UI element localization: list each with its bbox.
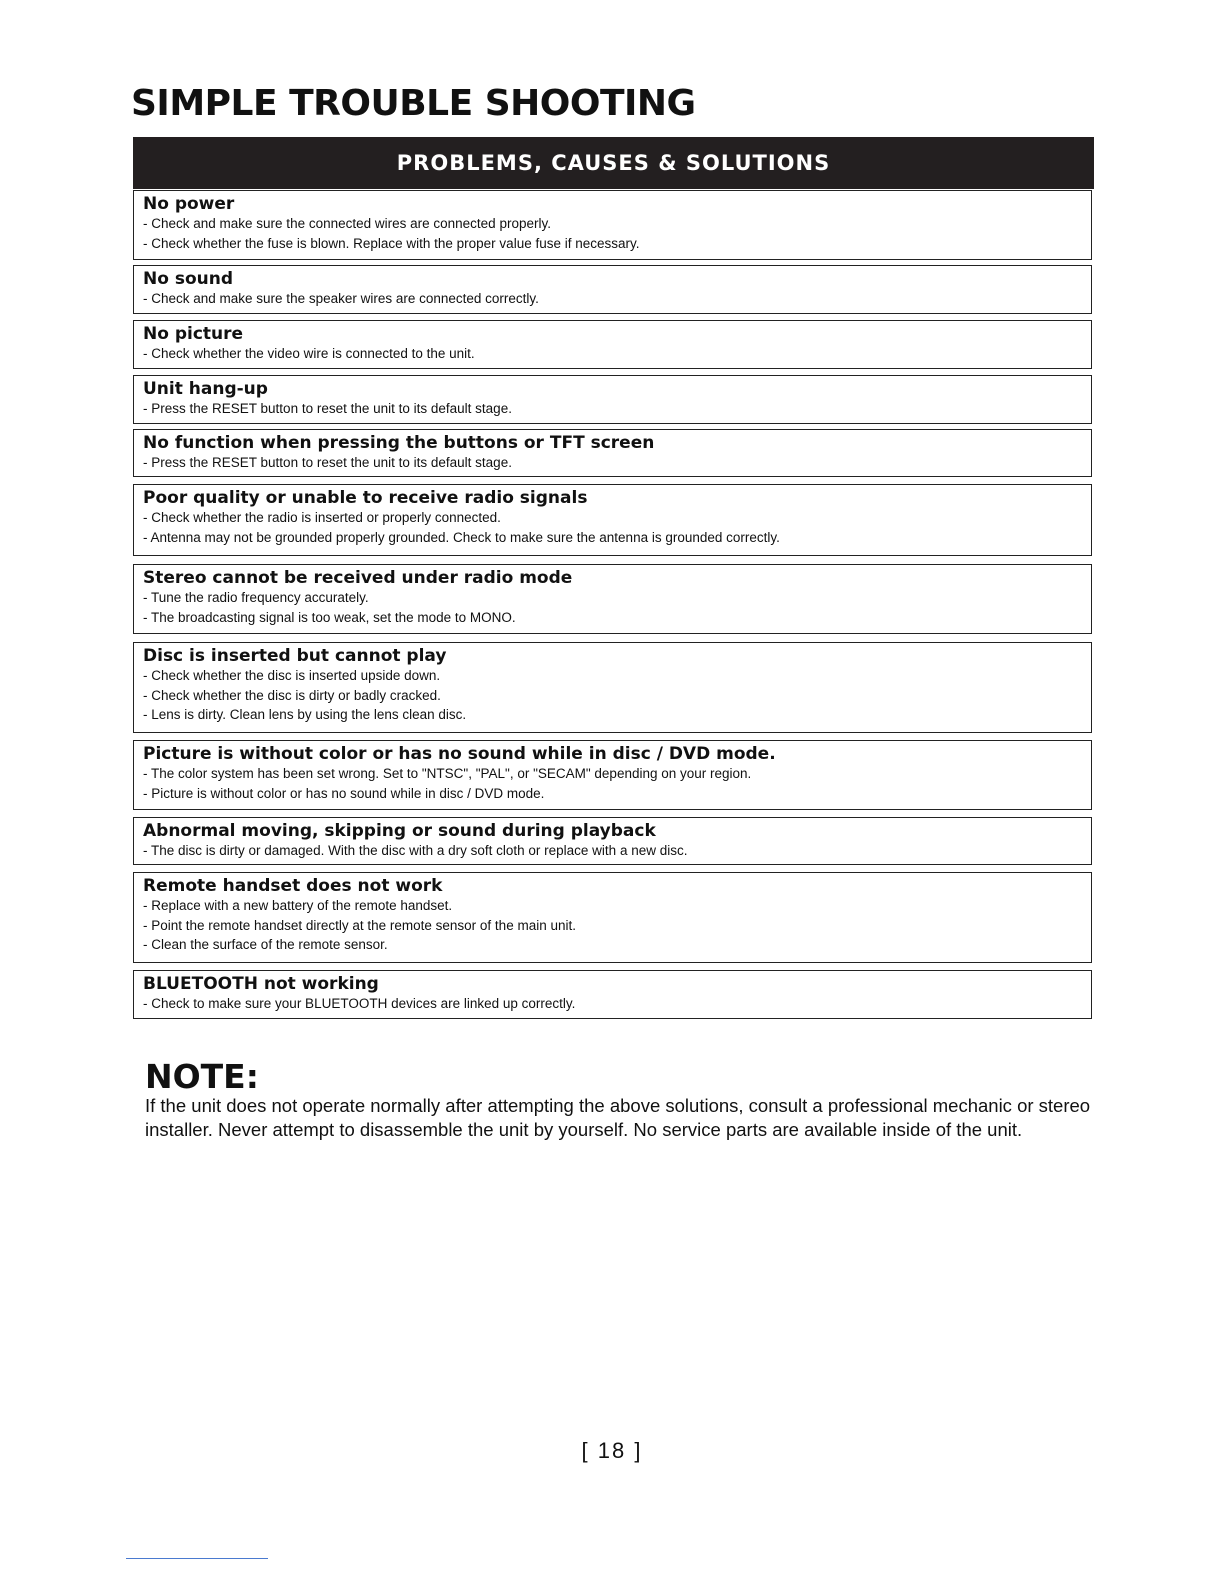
problem-title: Poor quality or unable to receive radio signals <box>143 488 588 508</box>
solution-line: - The color system has been set wrong. Set to "NTSC", "PAL", or "SECAM" depending on your region. <box>143 766 752 781</box>
solution-line: - The disc is dirty or damaged. With the disc with a dry soft cloth or replace with a new disc. <box>143 843 688 858</box>
problem-title: Disc is inserted but cannot play <box>143 646 447 666</box>
solution-line: - Press the RESET button to reset the unit to its default stage. <box>143 455 512 470</box>
solution-line: - The broadcasting signal is too weak, set the mode to MONO. <box>143 609 516 625</box>
solution-line: - Tune the radio frequency accurately. <box>143 590 369 605</box>
solution-line: - Check and make sure the connected wires are connected properly. <box>143 216 551 231</box>
solution-line: - Replace with a new battery of the remote handset. <box>143 898 453 913</box>
solution-line: - Check whether the fuse is blown. Replace with the proper value fuse if necessary. <box>143 235 640 251</box>
page-title: SIMPLE TROUBLE SHOOTING <box>131 83 696 124</box>
solution-line: - Check to make sure your BLUETOOTH devices are linked up correctly. <box>143 996 576 1011</box>
problem-title: No picture <box>143 324 244 344</box>
problem-title: No power <box>143 194 235 214</box>
problem-block-no-sound <box>133 265 1092 314</box>
solution-line: - Antenna may not be grounded properly grounded. Check to make sure the antenna is grounded correctly. <box>143 529 780 545</box>
problem-title: BLUETOOTH not working <box>143 974 379 994</box>
solution-line: - Check whether the video wire is connected to the unit. <box>143 346 475 361</box>
solution-line: - Clean the surface of the remote sensor. <box>143 937 388 953</box>
problem-block-stereo-radio <box>133 564 1092 634</box>
table-header: PROBLEMS, CAUSES & SOLUTIONS <box>133 137 1094 189</box>
solution-line: - Picture is without color or has no sound while in disc / DVD mode. <box>143 785 545 801</box>
solution-line: - Check whether the radio is inserted or properly connected. <box>143 510 501 525</box>
problem-block-no-power <box>133 190 1092 260</box>
solution-line: - Point the remote handset directly at the remote sensor of the main unit. <box>143 917 576 933</box>
problem-block-no-picture <box>133 320 1092 369</box>
problem-title: Picture is without color or has no sound while in disc / DVD mode. <box>143 744 776 764</box>
problem-block-no-function <box>133 429 1092 477</box>
problem-title: Abnormal moving, skipping or sound during playback <box>143 821 656 841</box>
solution-line: - Press the RESET button to reset the unit to its default stage. <box>143 401 512 416</box>
problem-block-radio-signals <box>133 484 1092 556</box>
solution-line: - Check whether the disc is inserted upside down. <box>143 668 441 683</box>
solution-line: - Check whether the disc is dirty or badly cracked. <box>143 687 441 703</box>
problem-title: Stereo cannot be received under radio mode <box>143 568 573 588</box>
page-number: [ 18 ] <box>581 1438 643 1463</box>
solution-line: - Check and make sure the speaker wires are connected correctly. <box>143 291 539 306</box>
problem-block-unit-hang-up <box>133 375 1092 424</box>
solution-line: - Lens is dirty. Clean lens by using the lens clean disc. <box>143 707 467 723</box>
problem-title: Unit hang-up <box>143 379 268 399</box>
problem-block-picture-color <box>133 740 1092 810</box>
problem-title: No sound <box>143 269 233 289</box>
problem-block-abnormal-playback <box>133 817 1092 865</box>
problem-title: No function when pressing the buttons or TFT screen <box>143 433 655 453</box>
note-text: If the unit does not operate normally after attempting the above solutions, consult a professional mechanic or stereo installer. Never attempt to disassemble the unit by yourself. No service parts are available inside of the unit. <box>145 1095 1091 1140</box>
problem-title: Remote handset does not work <box>143 876 443 896</box>
problem-block-bluetooth <box>133 970 1092 1019</box>
note-title: NOTE: <box>145 1057 259 1096</box>
problem-block-disc-cannot-play <box>133 642 1092 733</box>
footer-rule <box>126 1558 268 1559</box>
problem-block-remote-handset <box>133 872 1092 963</box>
